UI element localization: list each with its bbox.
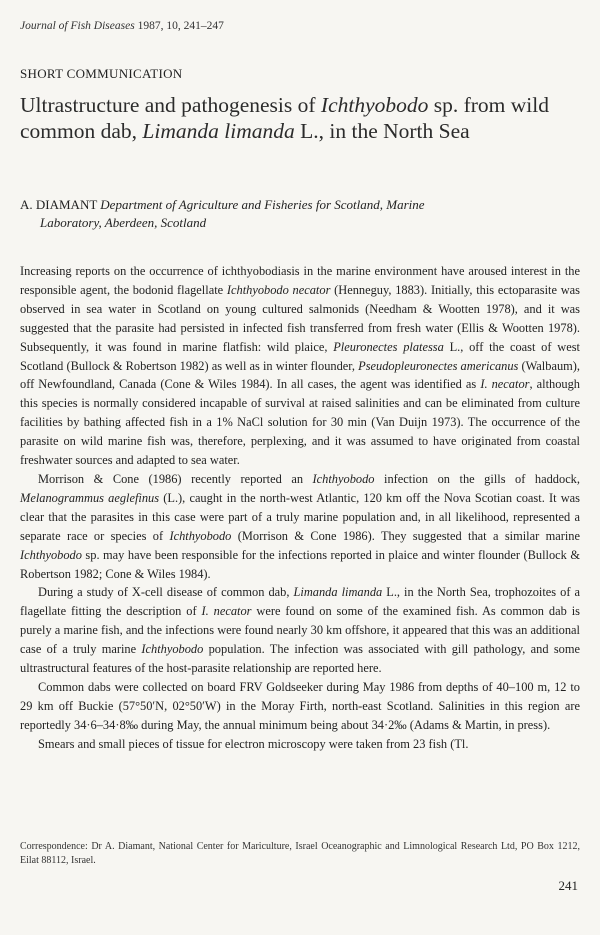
italic-term: I. necator [480,377,530,392]
text-run: Smears and small pieces of tissue for electron microscopy were taken from 23 fish (Tl. [38,736,469,751]
text-run: (L.), caught in the north-west Atlantic, 120 km off the Nova Scotian coast. It was clear that the parasites in this case were part of a truly marine population and, in all likelihood, represented a separate race or species of [20,490,580,543]
italic-term: Ichthyobodo [20,547,82,562]
journal-citation: 1987, 10, 241–247 [137,20,224,32]
journal-header [20,20,224,32]
text-run: L., off the coast of west Scotland (Bullock & Robertson 1982) as well as in winter flounder, [20,339,580,373]
text-run: infection on the gills of haddock, [374,471,580,486]
italic-term: Ichthyobodo [141,642,204,657]
body-paragraph [20,735,580,754]
author-affiliation-line-1: Department of Agriculture and Fisheries for Scotland, Marine [100,197,425,212]
italic-term: I. necator [201,604,252,619]
author-name: A. DIAMANT [20,197,98,212]
italic-term: Melanogrammus aeglefinus [20,490,160,505]
body-paragraph [20,583,580,678]
body-paragraph [20,470,580,583]
text-run: (Morrison & Cone 1986). They suggested that a similar marine [231,528,581,543]
article-title [20,92,580,144]
text-run: Increasing reports on the occurrence of ichthyobodiasis in the marine environment have aroused interest in the responsible agent, the bodonid flagellate [20,264,580,297]
italic-term: Pseudopleuronectes americanus [358,358,519,373]
text-run: L., in the North Sea, trophozoites of a flagellate fitting the description of [20,585,580,619]
text-run: During a study of X-cell disease of common dab, [38,585,294,600]
italic-term: Limanda limanda [293,585,383,600]
author-affiliation-line-2: Laboratory, Aberdeen, Scotland [40,215,207,230]
text-run: were found on some of the examined fish. As common dab is purely a marine fish, and the infections were found nearly 30 km offshore, it appeared that this was an additional case of a truly marine [20,604,580,657]
journal-name: Journal of Fish Diseases [20,20,135,32]
body-paragraph [20,262,580,470]
text-run: Common dabs were collected on board FRV Goldseeker during May 1986 from depths of 40–100 m, 12 to 29 km off Buckie (57°50′N, 02°50′W) in the Moray Firth, north-east Scotland. Salinities in this region are reportedly 34·6–34·8‰ during May, the annual minimum being about 34·2‰ (Adams & Martin, in press). [20,679,580,732]
section-label: SHORT COMMUNICATION [20,66,183,81]
text-run: population. The infection was associated with gill pathology, and some ultrastructural features of the host-parasite relationship are reported here. [20,642,580,676]
text-run: (Henneguy, 1883). Initially, this ectoparasite was observed in sea water in Scotland on young cultured salmonids (Needham & Wootten 1978), and it was suggested that the parasite had persisted in infected fish transferred from fresh water (Ellis & Wootten 1978). Subsequently, it was found in marine flatfish: wild plaice, [20,282,581,354]
italic-term: Ichthyobodo [312,471,375,486]
italic-term: Ichthyobodo [169,528,232,543]
body-paragraph [20,678,580,735]
title-part-3: L., in the North Sea [294,119,470,143]
text-run: Morrison & Cone (1986) recently reported an [38,471,313,486]
italic-term: Ichthyobodo necator [226,282,331,297]
title-part-2: sp. from wild common dab, [20,93,550,143]
text-run: sp. may have been responsible for the infections reported in plaice and winter flounder (Bullock & Robertson 1982; Cone & Wiles 1984). [20,547,580,581]
title-genus: Ichthyobodo [320,93,429,117]
page-number: 241 [558,878,578,893]
correspondence-footnote: Correspondence: Dr A. Diamant, National Center for Mariculture, Israel Oceanographic and Limnological Research Ltd, PO Box 1212, Eilat 88112, Israel. [20,841,580,866]
title-species: Limanda limanda [142,119,295,143]
text-run: (Walbaum), off Newfoundland, Canada (Cone & Wiles 1984). In all cases, the agent was identified as [20,358,580,392]
article-body [20,262,580,754]
italic-term: Pleuronectes platessa [333,339,444,354]
title-part-1: Ultrastructure and pathogenesis of [20,93,321,117]
text-run: , although this species is normally considered incapable of survival at raised salinities and can be eliminated from culture facilities by bathing affected fish in a 1% NaCl solution for 30 min (Van Duijn 1973). The occurrence of the parasite on wild marine fish was, therefore, perplexing, and it was assumed to have originated from coastal freshwater sources and adapted to sea water. [20,377,581,468]
author-block [20,196,580,232]
